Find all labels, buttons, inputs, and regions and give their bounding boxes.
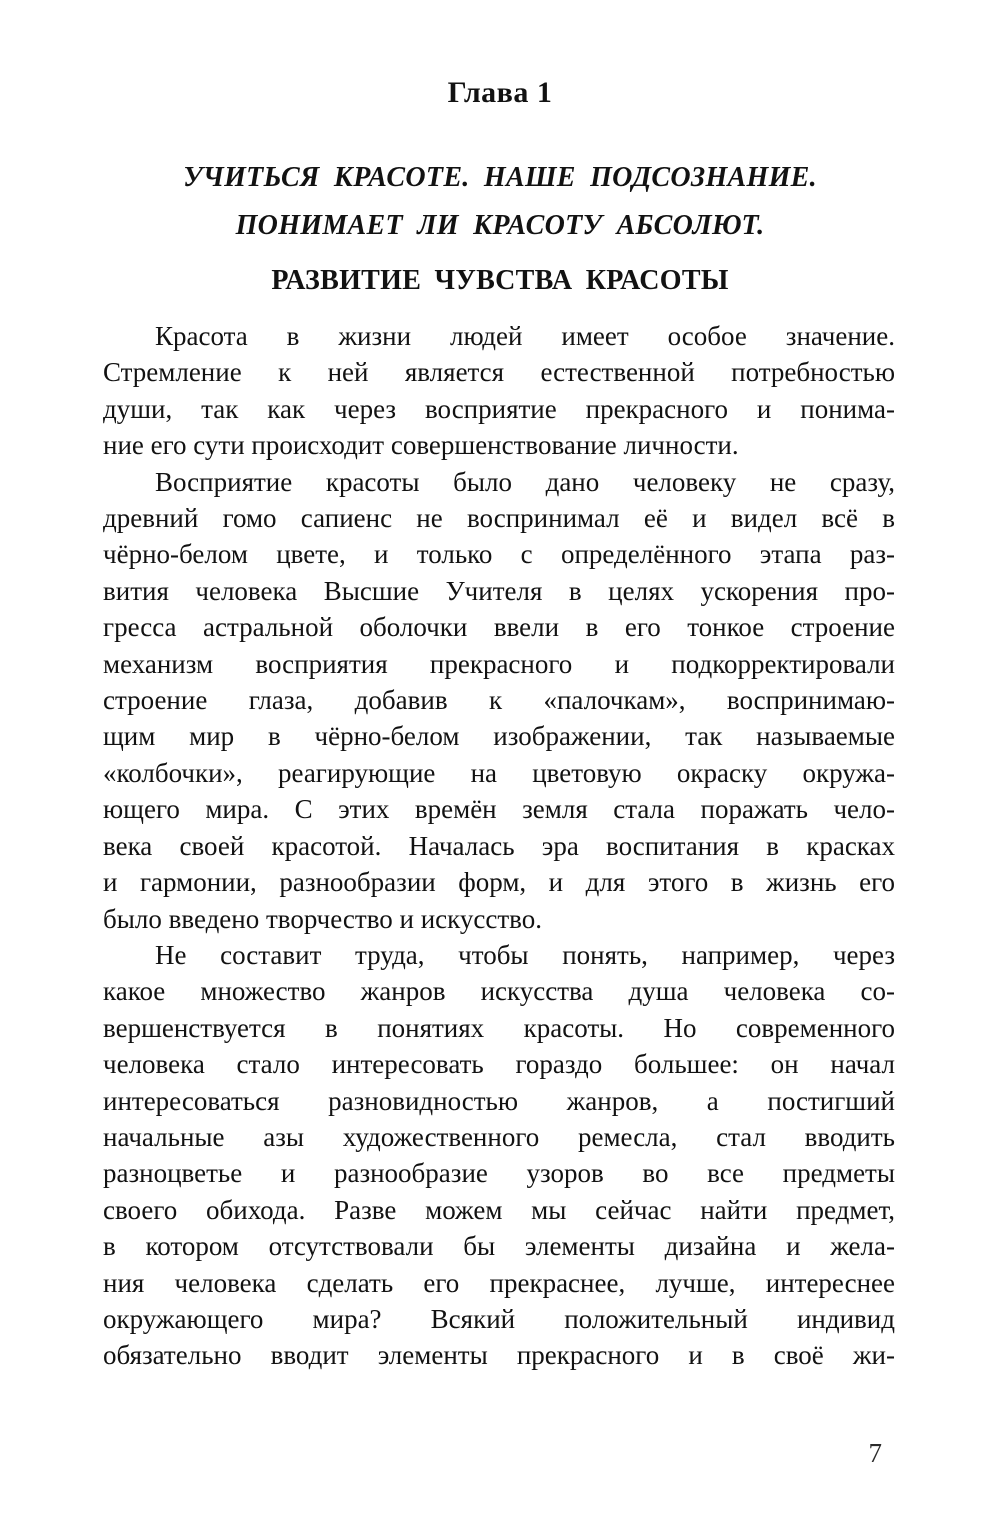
- text-line: гресса астральной оболочки ввели в его тонкое строение: [103, 612, 895, 643]
- text-line: в котором отсутствовали бы элементы дизайна и жела-: [103, 1231, 895, 1262]
- paragraph: [103, 318, 895, 464]
- text-line: древний гомо сапиенс не воспринимал её и видел всё в: [103, 503, 895, 534]
- text-line: вития человека Высшие Учителя в целях ускорения про-: [103, 575, 895, 606]
- chapter-heading: Глава 1: [447, 76, 553, 109]
- text-line: механизм восприятия прекрасного и подкорректировали: [103, 648, 895, 679]
- chapter-subtitle-line-1: УЧИТЬСЯ КРАСОТЕ. НАШЕ ПОДСОЗНАНИЕ.: [183, 162, 817, 193]
- text-line: века своей красотой. Началась эра воспитания в красках: [103, 830, 895, 861]
- paragraph: [103, 464, 895, 937]
- text-line: строение глаза, добавив к «палочкам», воспринимаю-: [103, 685, 895, 716]
- chapter-subtitle-line-2: ПОНИМАЕТ ЛИ КРАСОТУ АБСОЛЮТ.: [235, 210, 765, 241]
- section-heading: РАЗВИТИЕ ЧУВСТВА КРАСОТЫ: [271, 265, 729, 296]
- text-line: ния человека сделать его прекраснее, лучше, интереснее: [103, 1267, 895, 1298]
- text-line: и гармонии, разнообразии форм, и для этого в жизнь его: [103, 867, 895, 898]
- page-number: 7: [868, 1438, 882, 1468]
- text-line: Стремление к ней является естественной потребностью: [103, 357, 895, 388]
- text-line: «колбочки», реагирующие на цветовую окраску окружа-: [103, 757, 895, 788]
- text-line: интересоваться разновидностью жанров, а постигший: [103, 1085, 895, 1116]
- text-line: обязательно вводит элементы прекрасного и в своё жи-: [103, 1340, 895, 1371]
- body-text: [103, 318, 895, 1374]
- text-line: ние его сути происходит совершенствование личности.: [103, 430, 739, 461]
- chapter-subtitle: [0, 154, 1000, 250]
- text-line: начальные азы художественного ремесла, стал вводить: [103, 1121, 895, 1152]
- paragraph: [103, 937, 895, 1374]
- text-line: чёрно-белом цвете, и только с определённого этапа раз-: [103, 539, 895, 570]
- text-line: какое множество жанров искусства душа человека со-: [103, 976, 895, 1007]
- text-line: Восприятие красоты было дано человеку не сразу,: [155, 466, 895, 497]
- text-line: души, так как через восприятие прекрасного и понима-: [103, 393, 895, 424]
- text-line: щим мир в чёрно-белом изображении, так называемые: [103, 721, 895, 752]
- text-line: своего обихода. Разве можем мы сейчас найти предмет,: [103, 1194, 895, 1225]
- text-line: окружающего мира? Всякий положительный индивид: [103, 1303, 895, 1334]
- text-line: вершенствуется в понятиях красоты. Но современного: [103, 1012, 895, 1043]
- text-line: разноцветье и разнообразие узоров во все предметы: [103, 1158, 895, 1189]
- text-line: ющего мира. С этих времён земля стала поражать чело-: [103, 794, 895, 825]
- text-line: человека стало интересовать гораздо большее: он начал: [103, 1049, 895, 1080]
- text-line: Красота в жизни людей имеет особое значение.: [155, 321, 895, 351]
- text-line: было введено творчество и искусство.: [103, 903, 542, 934]
- text-line: Не составит труда, чтобы понять, например, через: [155, 939, 895, 970]
